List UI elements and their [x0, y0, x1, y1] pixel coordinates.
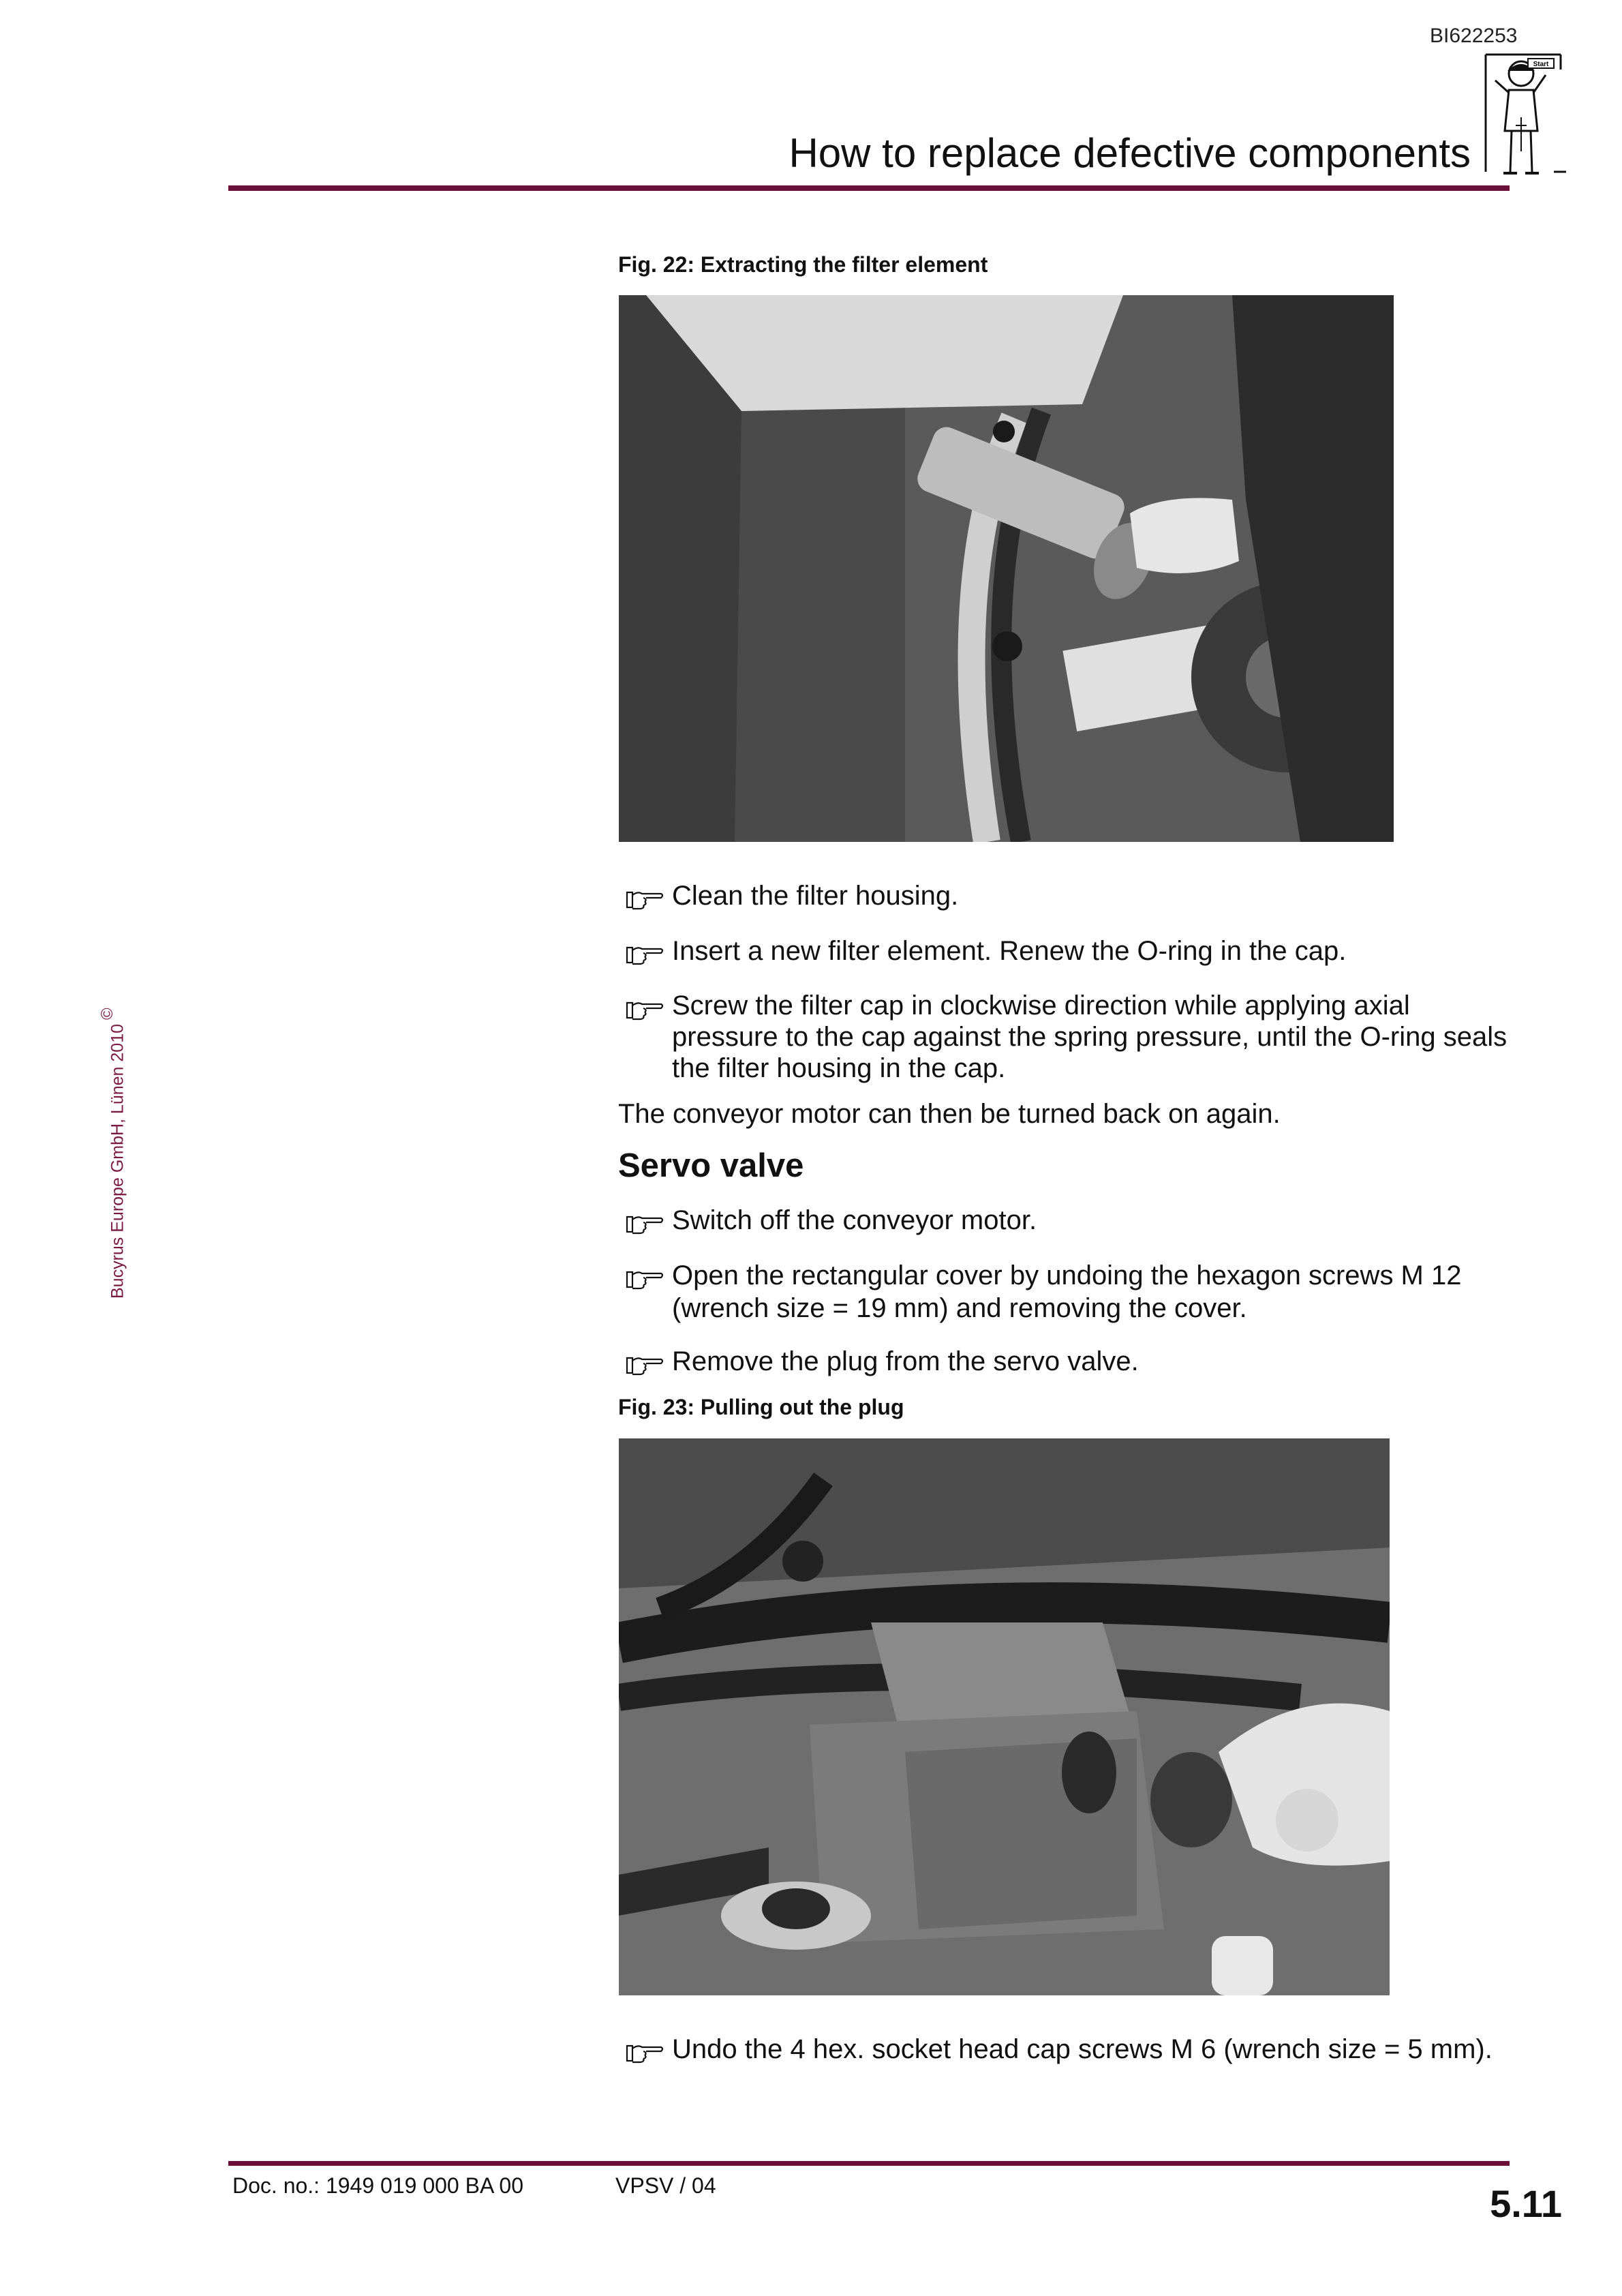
- header-rule: [228, 185, 1510, 191]
- step-text: Insert a new filter element. Renew the O-ring in the cap.: [672, 936, 1347, 966]
- instruction-step: [626, 1204, 1512, 1242]
- page-number: 5.11: [1490, 2182, 1562, 2225]
- instruction-step: [626, 1259, 1512, 1325]
- pointing-hand-icon: [626, 1204, 672, 1242]
- instruction-step: [626, 879, 1512, 918]
- pointing-hand-icon: [626, 990, 672, 1084]
- instruction-step: [626, 990, 1512, 1084]
- pointing-hand-icon: [626, 1345, 672, 1383]
- pointing-hand-icon: [626, 2033, 672, 2071]
- copyright-symbol: ©: [98, 1008, 117, 1020]
- instruction-step: [626, 2033, 1512, 2071]
- copyright-text: Bucyrus Europe GmbH, Lünen 2010: [108, 1023, 127, 1299]
- step-text: Screw the filter cap in clockwise direction while applying axial pressure to the cap against the spring pressure, until the O-ring seals the filter housing in the cap.: [672, 991, 1508, 1083]
- document-version: VPSV / 04: [615, 2173, 716, 2198]
- document-id: BI622253: [1430, 25, 1518, 47]
- figure-22-photo: [619, 295, 1394, 842]
- document-number: Doc. no.: 1949 019 000 BA 00: [232, 2173, 523, 2198]
- footer-rule: [228, 2161, 1510, 2166]
- body-paragraph: The conveyor motor can then be turned back on again.: [618, 1099, 1281, 1129]
- step-text: Clean the filter housing.: [672, 881, 959, 911]
- figure-22-caption: Fig. 22: Extracting the filter element: [618, 252, 988, 277]
- figure-23-photo: [619, 1438, 1390, 1995]
- figure-23-caption: Fig. 23: Pulling out the plug: [618, 1395, 904, 1419]
- section-heading: Servo valve: [618, 1147, 804, 1184]
- start-worker-icon: [1480, 49, 1567, 185]
- step-text: Switch off the conveyor motor.: [672, 1205, 1037, 1235]
- instruction-step: [626, 1345, 1512, 1383]
- step-text: Remove the plug from the servo valve.: [672, 1346, 1139, 1376]
- page-header-title: How to replace defective components: [789, 130, 1471, 176]
- pointing-hand-icon: [626, 935, 672, 973]
- instruction-step: [626, 935, 1512, 973]
- step-text: Undo the 4 hex. socket head cap screws M 6 (wrench size = 5 mm).: [672, 2034, 1493, 2064]
- svg-text:Start: Start: [1533, 61, 1549, 68]
- pointing-hand-icon: [626, 879, 672, 918]
- step-text: Open the rectangular cover by undoing the hexagon screws M 12 (wrench size = 19 mm) and removing the cover.: [672, 1260, 1462, 1323]
- copyright-notice: [98, 1008, 127, 1299]
- pointing-hand-icon: [626, 1259, 672, 1325]
